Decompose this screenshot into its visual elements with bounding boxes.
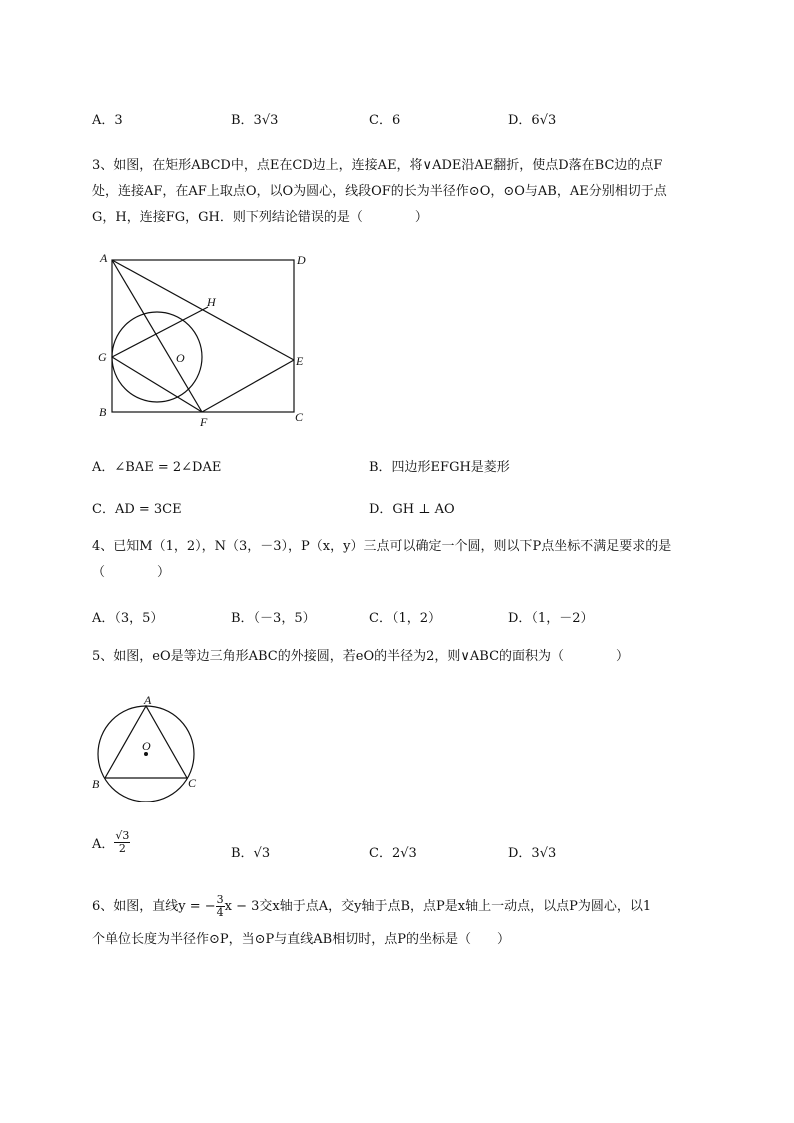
q4-option-a: A．（3，5） [92, 611, 164, 626]
q5-figure [88, 690, 208, 802]
label-d: D [297, 253, 306, 267]
label-o: O [142, 739, 151, 753]
q4-option-d: D．（1，－2） [508, 611, 594, 626]
label-g: G [98, 350, 107, 364]
label-o: O [176, 351, 185, 365]
q4-option-c: C．（1，2） [369, 611, 441, 626]
q5-option-a-prefix: A． [92, 837, 115, 852]
q2-option-b: B．3√3 [231, 113, 279, 128]
q4-option-b: B．（－3，5） [231, 611, 316, 626]
q6-fraction [216, 894, 225, 919]
rectangle-abcd [112, 260, 294, 412]
label-b: B [92, 777, 100, 791]
q6-text-line1 [92, 894, 742, 920]
q5-option-b: B．√3 [231, 846, 271, 861]
q3-option-a: A．∠BAE = 2∠DAE [92, 460, 222, 475]
q2-option-d: D．6√3 [508, 113, 557, 128]
label-a: A [100, 251, 108, 265]
label-h: H [207, 295, 216, 309]
q5-option-a-fraction [114, 830, 130, 855]
q4-text-line2: （ ） [92, 565, 171, 580]
q6-line1-start: 6、如图，直线y = − [92, 899, 216, 914]
fraction-denominator: 2 [118, 842, 126, 855]
label-c: C [188, 776, 197, 790]
label-b: B [99, 405, 107, 419]
q4-text-line1: 4、已知M（1，2），N（3，－3），P（x，y）三点可以确定一个圆，则以下P点坐标不满足要求的是 [92, 539, 672, 554]
q5-option-c: C．2√3 [369, 846, 417, 861]
q3-text-line3: G，H，连接FG，GH．则下列结论错误的是（ ） [92, 210, 428, 225]
segment-gf [112, 357, 202, 412]
label-f: F [200, 415, 208, 429]
q3-option-d: D．GH ⊥ AO [369, 502, 455, 517]
q2-option-c: C．6 [369, 113, 401, 128]
q5-option-d: D．3√3 [508, 846, 557, 861]
q6-text-line2: 个单位长度为半径作⊙P，当⊙P与直线AB相切时，点P的坐标是（ ） [92, 932, 510, 947]
q3-figure [90, 248, 320, 434]
q5-option-a [92, 830, 130, 855]
fraction-denominator: 4 [216, 906, 224, 919]
label-a: A [144, 693, 152, 707]
label-e: E [296, 354, 304, 368]
q3-text-line2: 处，连接AF，在AF上取点O，以O为圆心，线段OF的长为半径作⊙O，⊙O与AB，AE分别相切于点 [92, 184, 667, 199]
q3-option-c: C．AD = 3CE [92, 502, 182, 517]
segment-fe [202, 360, 294, 412]
q2-option-a: A．3 [92, 113, 123, 128]
q3-text-line1: 3、如图，在矩形ABCD中，点E在CD边上，连接AE，将∨ADE沿AE翻折，使点D落在BC边的点F [92, 158, 663, 173]
fraction-numerator: √3 [115, 829, 130, 842]
fraction-numerator: 3 [216, 893, 224, 906]
label-c: C [295, 410, 304, 424]
q6-line1-end: x − 3交x轴于点A，交y轴于点B，点P是x轴上一动点，以点P为圆心，以1 [224, 899, 652, 914]
segment-gh [112, 307, 208, 357]
q5-text-line1: 5、如图，eO是等边三角形ABC的外接圆，若eO的半径为2，则∨ABC的面积为（ ） [92, 649, 630, 664]
q3-option-b: B．四边形EFGH是菱形 [369, 460, 510, 475]
